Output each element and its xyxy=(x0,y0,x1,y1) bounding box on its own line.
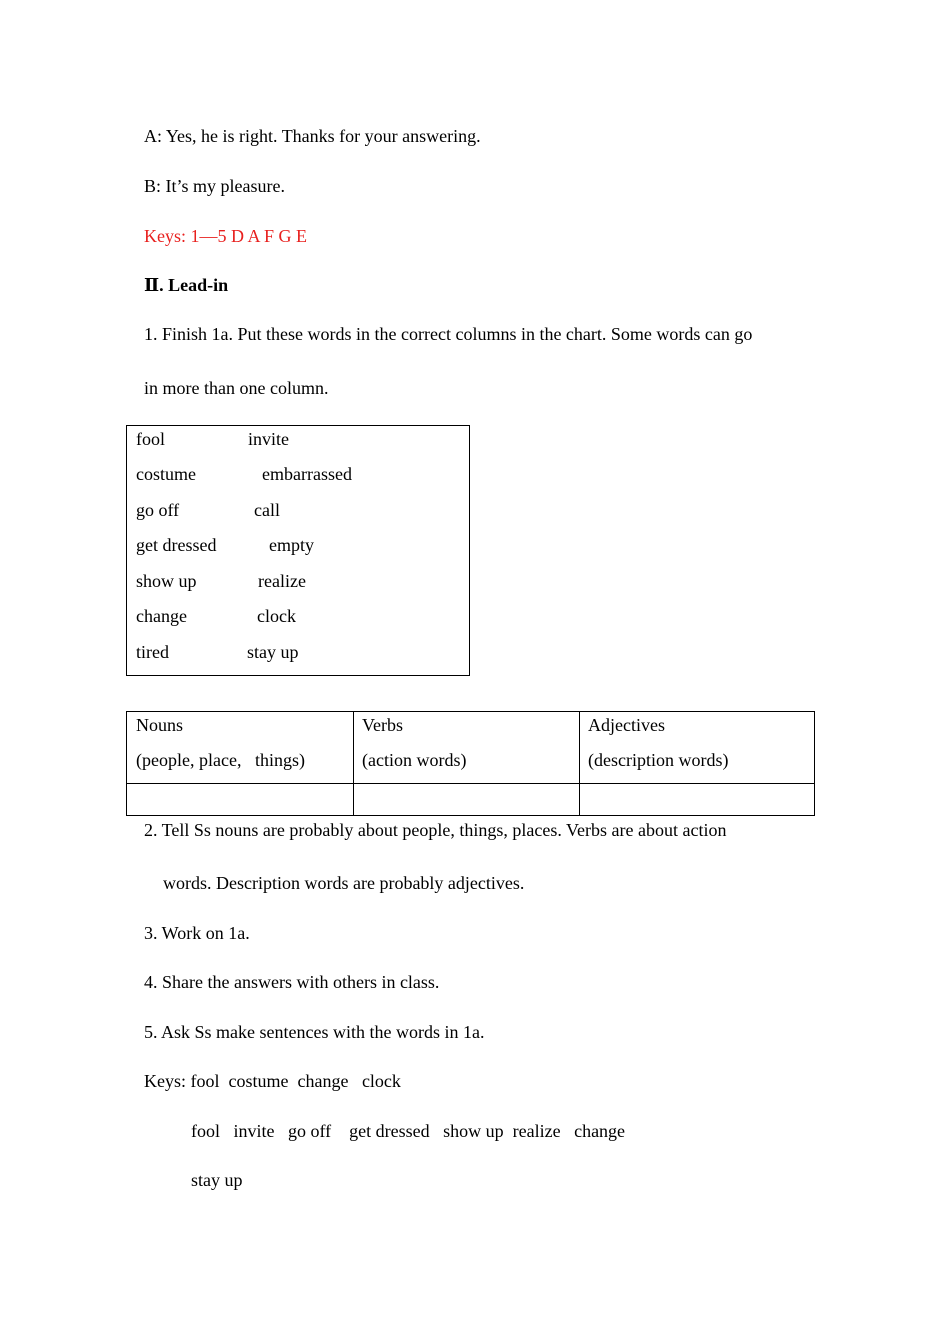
step-5: 5. Ask Ss make sentences with the words in 1a. xyxy=(144,1022,485,1042)
step-2-line-1: 2. Tell Ss nouns are probably about people, things, places. Verbs are about action xyxy=(144,820,727,840)
chart-subheader-verbs: (action words) xyxy=(362,750,467,770)
word-category-chart xyxy=(126,711,815,816)
chart-header-verbs: Verbs xyxy=(362,715,403,735)
answer-keys-line-3: stay up xyxy=(191,1170,243,1190)
chart-answer-cell-adjectives[interactable] xyxy=(581,785,814,815)
word-item: costume xyxy=(136,464,196,484)
word-item: clock xyxy=(257,606,296,626)
word-item: show up xyxy=(136,571,197,591)
chart-header-nouns: Nouns xyxy=(136,715,184,735)
chart-answer-cell-nouns[interactable] xyxy=(128,785,352,815)
word-item: empty xyxy=(269,535,314,555)
word-item: change xyxy=(136,606,187,626)
word-bank-box xyxy=(126,425,470,676)
word-item: invite xyxy=(248,429,289,449)
answer-keys-line-1: Keys: fool costume change clock xyxy=(144,1071,401,1091)
dialogue-line-a: A: Yes, he is right. Thanks for your answering. xyxy=(144,126,481,146)
answer-keys-red: Keys: 1—5 D A F G E xyxy=(144,226,308,246)
word-item: get dressed xyxy=(136,535,217,555)
chart-column-divider xyxy=(353,712,354,815)
word-item: call xyxy=(254,500,280,520)
chart-column-divider xyxy=(579,712,580,815)
word-item: stay up xyxy=(247,642,299,662)
word-item: embarrassed xyxy=(262,464,352,484)
answer-keys-line-2: fool invite go off get dressed show up realize change xyxy=(191,1121,626,1141)
word-item: fool xyxy=(136,429,165,449)
instruction-1-line-1: 1. Finish 1a. Put these words in the correct columns in the chart. Some words can go xyxy=(144,324,753,344)
instruction-1-line-2: in more than one column. xyxy=(144,378,329,398)
chart-subheader-nouns: (people, place, things) xyxy=(136,750,305,770)
word-item: tired xyxy=(136,642,169,662)
word-item: go off xyxy=(136,500,180,520)
section-heading-lead-in: Ⅱ. Lead-in xyxy=(144,275,229,295)
chart-row-divider xyxy=(127,783,814,784)
chart-subheader-adjectives: (description words) xyxy=(588,750,729,770)
word-item: realize xyxy=(258,571,306,591)
chart-answer-cell-verbs[interactable] xyxy=(355,785,578,815)
step-2-line-2: words. Description words are probably adjectives. xyxy=(163,873,525,893)
step-4: 4. Share the answers with others in class. xyxy=(144,972,440,992)
step-3: 3. Work on 1a. xyxy=(144,923,250,943)
chart-header-adjectives: Adjectives xyxy=(588,715,665,735)
dialogue-line-b: B: It’s my pleasure. xyxy=(144,176,285,196)
